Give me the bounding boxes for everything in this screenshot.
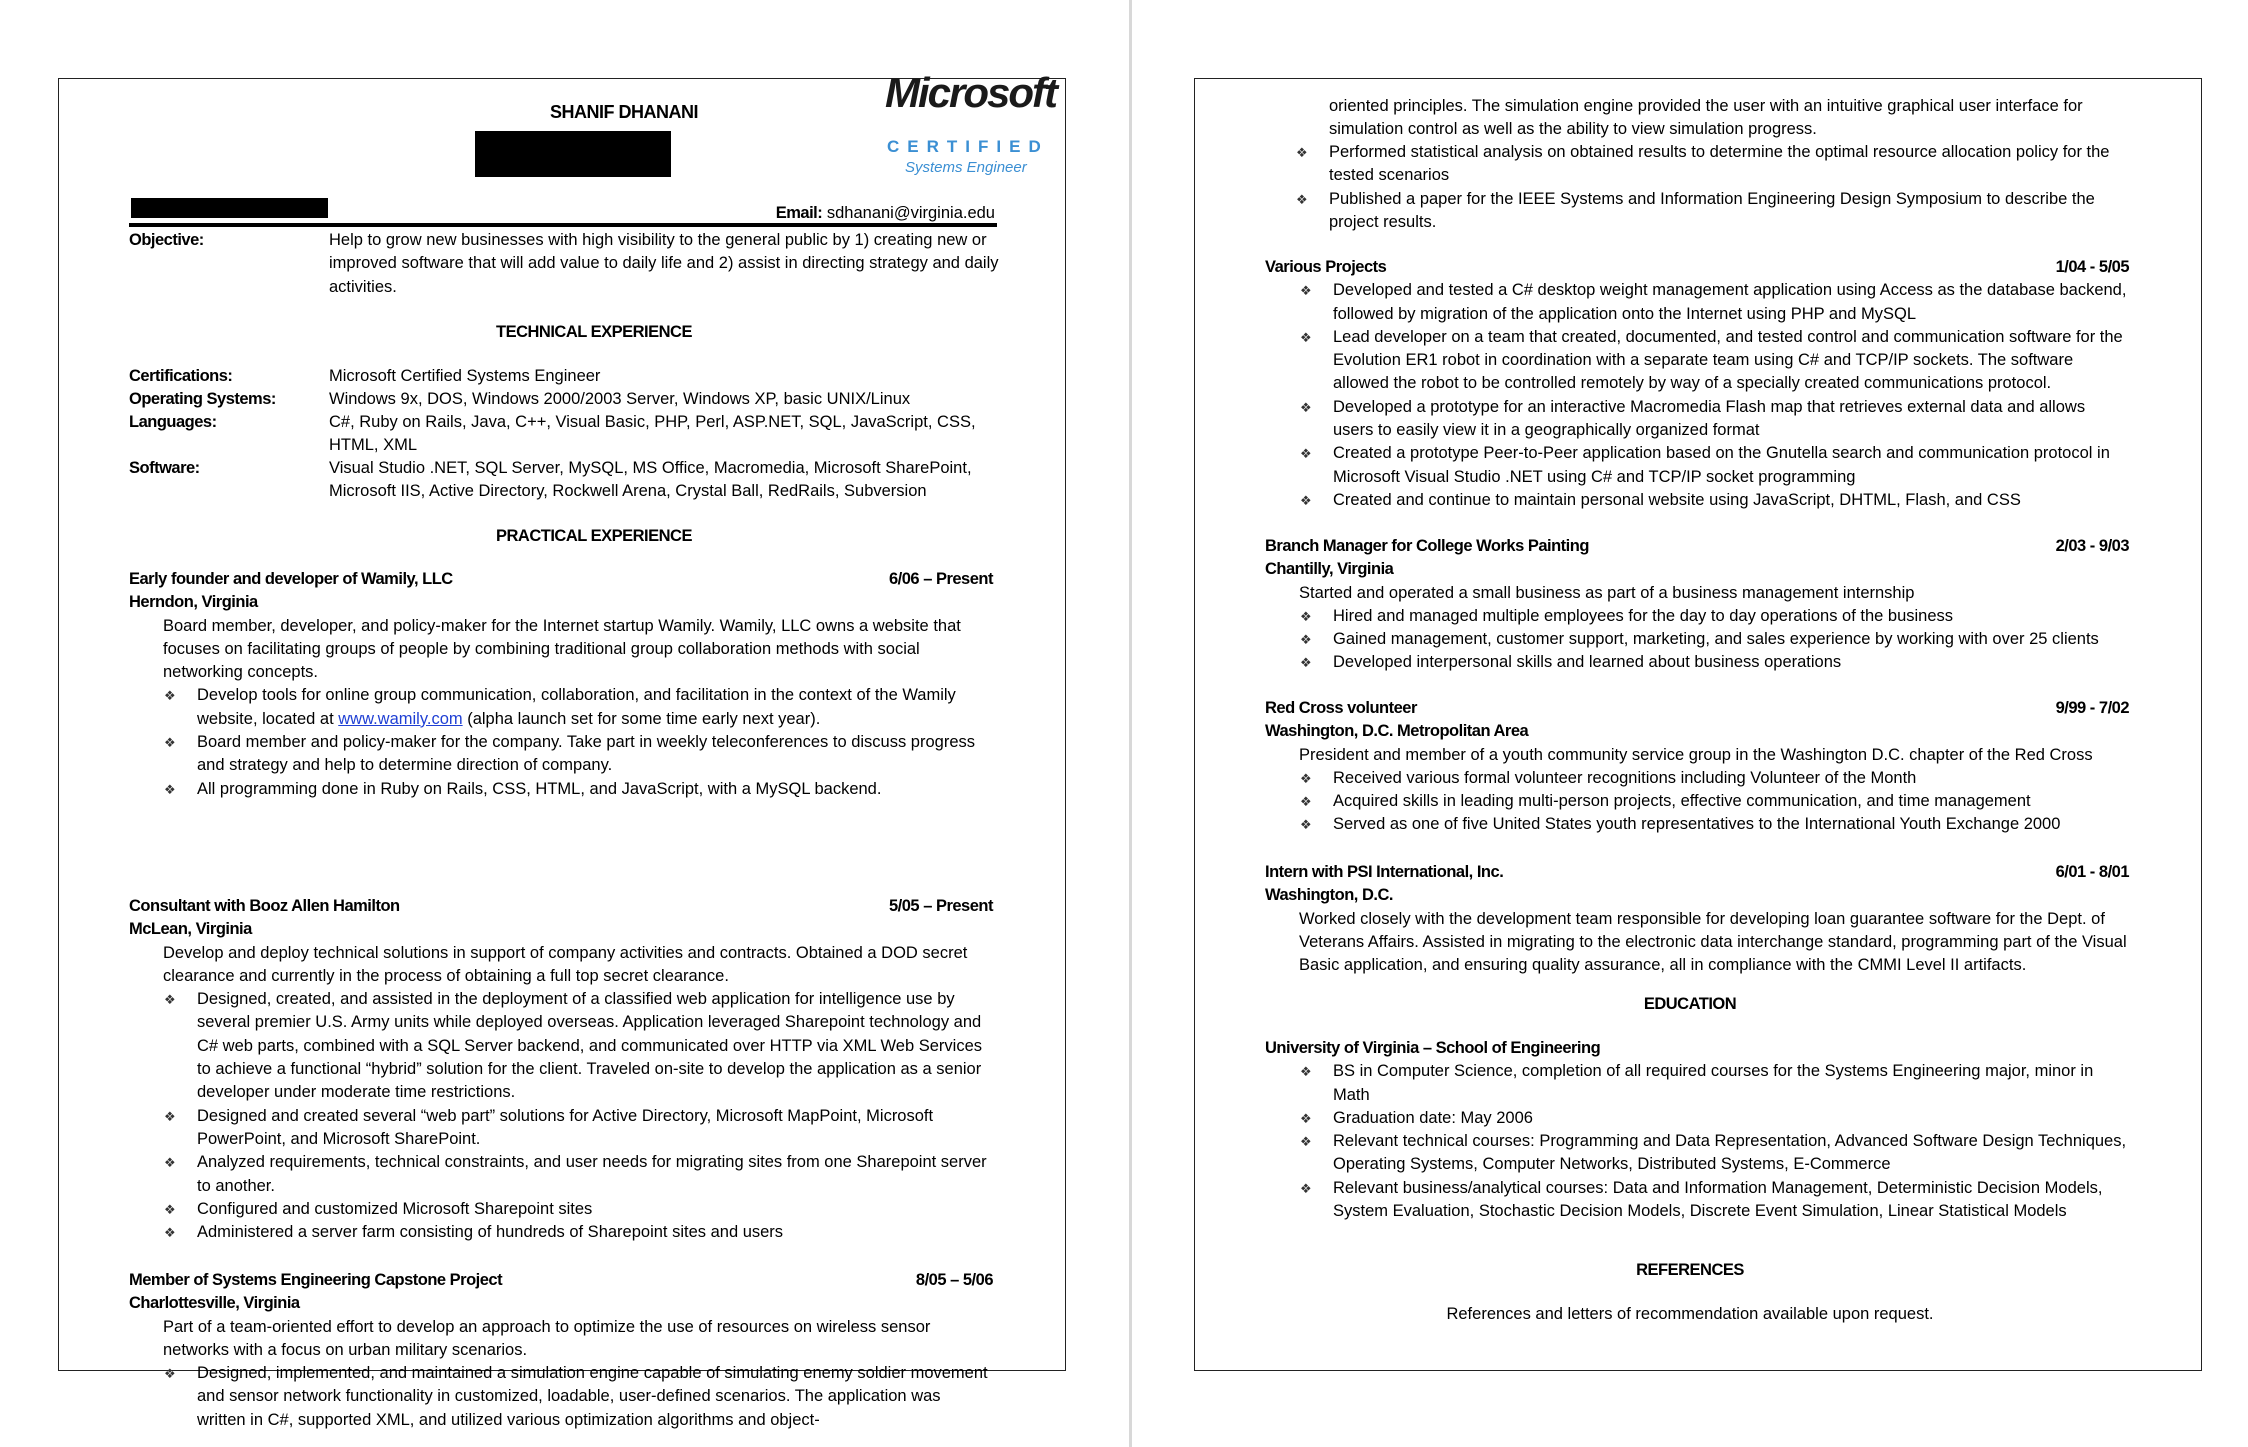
logo-brand: Microsoft [885, 69, 1056, 116]
job-description: Develop and deploy technical solutions in support of company activities and contracts. Obtained a DOD secret clearance and currently in the process of obtaining a full top secret clearance. [163, 943, 968, 985]
job-bullet: ❖ Lead developer on a team that created, documented, and tested control and communication software for the Evolution ER1 robot in coordination with a separate team using C# and TCP/IP sockets. The software allowed the robot to be controlled remotely by way of a specially created communications protocol. [1333, 326, 2129, 396]
education-bullet: ❖ Relevant business/analytical courses: Data and Information Management, Deterministic Decision Models, System Evaluation, Stochastic Decision Models, Discrete Event Simulation, Linear Statistical Models [1333, 1177, 2129, 1224]
job-bullet: ❖ Received various formal volunteer recognitions including Volunteer of the Month [1333, 767, 2129, 790]
job-bullet: ❖ Designed and created several “web part” solutions for Active Directory, Microsoft MapPoint, Microsoft PowerPoint, and Microsoft SharePoint. [197, 1105, 989, 1152]
job-location: Chantilly, Virginia [1265, 560, 1394, 579]
job-bullets [1265, 767, 2129, 837]
job-title: Branch Manager for College Works Painting [1265, 537, 1589, 555]
job-title: Various Projects [1265, 258, 1387, 276]
education-bullet: ❖ Relevant technical courses: Programming and Data Representation, Advanced Software Design Techniques, Operating Systems, Computer Networks, Distributed Systems, E-Commerce [1333, 1130, 2129, 1177]
job-entry [1265, 861, 2129, 977]
wamily-link[interactable]: www.wamily.com [338, 709, 463, 728]
job-entry [129, 895, 993, 1244]
job-entry [1265, 697, 2129, 837]
email-label: Email: [775, 204, 823, 222]
contact-email [776, 202, 995, 225]
redacted-phone [131, 198, 328, 218]
technical-heading: TECHNICAL EXPERIENCE [496, 323, 692, 341]
tech-value-certifications: Microsoft Certified Systems Engineer [329, 367, 601, 385]
practical-heading: PRACTICAL EXPERIENCE [496, 527, 692, 545]
job-title: Consultant with Booz Allen Hamilton [129, 897, 400, 915]
objective-label: Objective: [129, 231, 204, 249]
job-bullet: ❖ Acquired skills in leading multi-person projects, effective communication, and time management [1333, 790, 2129, 813]
job-dates: 6/06 – Present [889, 570, 993, 588]
email-value: sdhanani@virginia.edu [826, 204, 995, 222]
job-bullet: ❖ Created and continue to maintain personal website using JavaScript, DHTML, Flash, and CSS [1333, 489, 2129, 512]
job-location: Charlottesville, Virginia [129, 1294, 300, 1313]
resume-page-2 [1194, 78, 2202, 1371]
job-bullet: ❖ Analyzed requirements, technical constraints, and user needs for migrating sites from one Sharepoint server to another. [197, 1151, 989, 1198]
job-location: Washington, D.C. [1265, 886, 1393, 905]
job-entry [129, 1269, 993, 1432]
tech-value-software: Visual Studio .NET, SQL Server, MySQL, MS Office, Macromedia, Microsoft SharePoint, Microsoft IIS, Active Directory, Rockwell Arena, Crystal Ball, RedRails, Subversion [329, 459, 972, 501]
resume-name: SHANIF DHANANI [550, 102, 698, 122]
tech-label-os: Operating Systems: [129, 390, 276, 408]
resume-page-1 [58, 69, 1066, 1429]
job-dates: 2/03 - 9/03 [2055, 537, 2129, 555]
job-bullet: ❖ Published a paper for the IEEE Systems and Information Engineering Design Symposium to describe the project results. [1329, 188, 2129, 235]
job-description: Board member, developer, and policy-maker for the Internet startup Wamily. Wamily, LLC owns a website that focuses on facilitating groups of people by combining traditional group collaboration methods with social networking concepts. [163, 616, 961, 682]
education-entry [1265, 1037, 2129, 1223]
job-location: Washington, D.C. Metropolitan Area [1265, 722, 1529, 741]
job-entry [1265, 256, 2129, 512]
job-description: Started and operated a small business as part of a business management internship [1299, 583, 1915, 602]
job-entry [129, 568, 993, 801]
page-divider [1129, 0, 1132, 1447]
job-entry [1265, 535, 2129, 675]
job-bullets [129, 684, 993, 800]
job-dates: 9/99 - 7/02 [2055, 699, 2129, 717]
bullet-text: Develop tools for online group communication, collaboration, and facilitation in the context of the Wamily website, located at [197, 686, 956, 728]
job-bullet: ❖ Hired and managed multiple employees for the day to day operations of the business [1333, 605, 2129, 628]
tech-value-os: Windows 9x, DOS, Windows 2000/2003 Server, Windows XP, basic UNIX/Linux [329, 390, 911, 408]
job-bullet: ❖ Served as one of five United States youth representatives to the International Youth Exchange 2000 [1333, 813, 2129, 836]
tech-label-certifications: Certifications: [129, 367, 233, 385]
job-description: President and member of a youth community service group in the Washington D.C. chapter of the Red Cross [1299, 745, 2093, 764]
job-title: Early founder and developer of Wamily, LLC [129, 570, 453, 588]
logo-subtitle: Systems Engineer [905, 159, 1027, 176]
job-title: Red Cross volunteer [1265, 699, 1417, 717]
capstone-more-bullets [1261, 141, 2129, 234]
job-description: Worked closely with the development team responsible for developing loan guarantee software for the Dept. of Veterans Affairs. Assisted in migrating to the electronic data interchange standard, programming part of the Visual Basic application, and ensuring quality assurance, all in compliance with the CMMI Level II artifacts. [1299, 909, 2127, 975]
job-bullets [129, 988, 993, 1244]
header-rule [129, 223, 997, 227]
job-bullet: ❖ Developed and tested a C# desktop weight management application using Access as the database backend, followed by migration of the application onto the Internet using PHP and MySQL [1333, 279, 2129, 326]
school-name: University of Virginia – School of Engineering [1265, 1039, 1601, 1057]
job-dates: 8/05 – 5/06 [915, 1271, 993, 1289]
job-bullets [129, 1362, 993, 1432]
job-bullet: ❖ All programming done in Ruby on Rails, CSS, HTML, and JavaScript, with a MySQL backend. [197, 778, 993, 801]
job-dates: 5/05 – Present [889, 897, 993, 915]
job-dates: 1/04 - 5/05 [2055, 258, 2129, 276]
job-bullet: ❖ Board member and policy-maker for the company. Take part in weekly teleconferences to discuss progress and strategy and help to determine direction of company. [197, 731, 993, 778]
tech-label-software: Software: [129, 459, 200, 477]
capstone-continuation: oriented principles. The simulation engine provided the user with an intuitive graphical user interface for simulation control as well as the ability to view simulation progress. [1329, 97, 2083, 139]
job-bullet: ❖ Developed a prototype for an interactive Macromedia Flash map that retrieves external data and allows users to easily view it in a geographically organized format [1333, 396, 2129, 443]
job-location: Herndon, Virginia [129, 593, 258, 612]
job-bullets [1265, 605, 2129, 675]
job-bullet: ❖ Created a prototype Peer-to-Peer application based on the Gnutella search and communication protocol in Microsoft Visual Studio .NET using C# and TCP/IP socket programming [1333, 442, 2129, 489]
education-bullet: ❖ BS in Computer Science, completion of all required courses for the Systems Engineering major, minor in Math [1333, 1060, 2129, 1107]
job-description: Part of a team-oriented effort to develop an approach to optimize the use of resources on wireless sensor networks with a focus on urban military scenarios. [163, 1317, 931, 1359]
education-heading: EDUCATION [1643, 995, 1737, 1013]
job-bullet [197, 684, 993, 731]
tech-value-languages: C#, Ruby on Rails, Java, C++, Visual Basic, PHP, Perl, ASP.NET, SQL, JavaScript, CSS, HTML, XML [329, 413, 976, 455]
job-bullet: ❖ Administered a server farm consisting of hundreds of Sharepoint sites and users [197, 1221, 989, 1244]
tech-label-languages: Languages: [129, 413, 217, 431]
job-dates: 6/01 - 8/01 [2055, 863, 2129, 881]
job-bullet: ❖ Performed statistical analysis on obtained results to determine the optimal resource allocation policy for the tested scenarios [1329, 141, 2129, 188]
references-text: References and letters of recommendation available upon request. [1446, 1305, 1934, 1323]
job-bullet: ❖ Developed interpersonal skills and learned about business operations [1333, 651, 2129, 674]
job-bullet: ❖ Configured and customized Microsoft Sharepoint sites [197, 1198, 989, 1221]
education-bullets [1265, 1060, 2129, 1223]
logo-certified: CERTIFIED [887, 137, 1049, 156]
job-title: Member of Systems Engineering Capstone Project [129, 1271, 503, 1289]
bullet-text: (alpha launch set for some time early next year). [462, 709, 821, 728]
job-bullet: ❖ Gained management, customer support, marketing, and sales experience by working with over 25 clients [1333, 628, 2129, 651]
job-bullet: ❖ Designed, created, and assisted in the deployment of a classified web application for intelligence use by several premier U.S. Army units while deployed overseas. Application leveraged Sharepoint technology and C# web parts, combined with a SQL Server backend, and communicated over HTTP via XML Web Services to achieve a functional “hybrid” solution for the client. Traveled on-site to develop the application as a senior developer under moderate time restrictions. [197, 988, 989, 1104]
redacted-address [475, 131, 671, 177]
job-bullet: ❖ Designed, implemented, and maintained a simulation engine capable of simulating enemy soldier movement and sensor network functionality in customized, loadable, user-defined scenarios. The application was written in C#, supported XML, and utilized various optimization algorithms and object- [197, 1362, 993, 1432]
job-bullets [1265, 279, 2129, 512]
job-location: McLean, Virginia [129, 920, 252, 939]
job-title: Intern with PSI International, Inc. [1265, 863, 1504, 881]
education-bullet: ❖ Graduation date: May 2006 [1333, 1107, 2129, 1130]
references-heading: REFERENCES [1636, 1261, 1744, 1279]
objective-text: Help to grow new businesses with high visibility to the general public by 1) creating new or improved software that will add value to daily life and 2) assist in directing strategy and daily activities. [329, 231, 999, 296]
